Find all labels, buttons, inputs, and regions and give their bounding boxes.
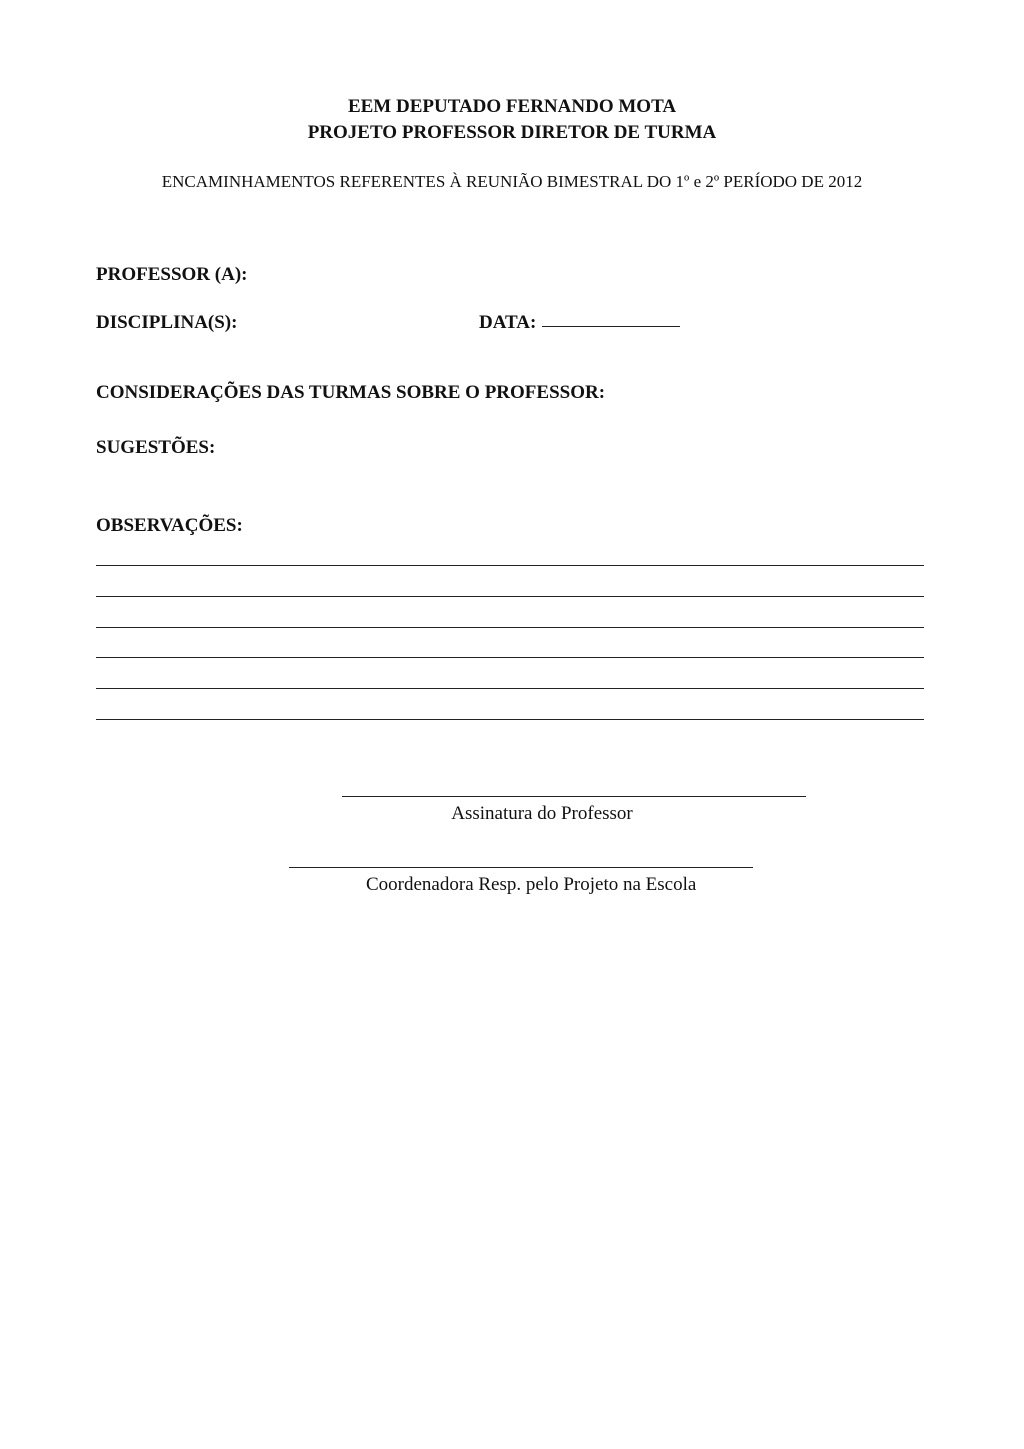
professor-field[interactable] bbox=[270, 263, 690, 287]
observation-line[interactable] bbox=[96, 657, 924, 658]
disciplina-label: DISCIPLINA(S): bbox=[96, 312, 238, 333]
project-title: PROJETO PROFESSOR DIRETOR DE TURMA bbox=[307, 122, 717, 143]
observation-line[interactable] bbox=[96, 627, 924, 628]
disciplina-field[interactable] bbox=[260, 311, 460, 335]
date-label: DATA: bbox=[479, 312, 537, 333]
sugestoes-label: SUGESTÕES: bbox=[96, 437, 216, 458]
observation-line[interactable] bbox=[96, 596, 924, 597]
school-name: EEM DEPUTADO FERNANDO MOTA bbox=[347, 96, 677, 117]
date-row bbox=[479, 311, 680, 335]
observation-line[interactable] bbox=[96, 565, 924, 566]
coordinator-signature-caption: Coordenadora Resp. pelo Projeto na Escola bbox=[366, 874, 697, 895]
observacoes-label: OBSERVAÇÕES: bbox=[96, 515, 243, 536]
observation-line[interactable] bbox=[96, 688, 924, 689]
professor-label: PROFESSOR (A): bbox=[96, 264, 248, 285]
professor-signature-line[interactable] bbox=[342, 796, 806, 797]
coordinator-signature-line[interactable] bbox=[289, 867, 753, 868]
consideracoes-label: CONSIDERAÇÕES DAS TURMAS SOBRE O PROFESSOR: bbox=[96, 382, 606, 403]
document-subtitle: ENCAMINHAMENTOS REFERENTES À REUNIÃO BIMESTRAL DO 1º e 2º PERÍODO DE 2012 bbox=[161, 172, 863, 191]
observation-line[interactable] bbox=[96, 719, 924, 720]
date-field[interactable] bbox=[542, 326, 680, 327]
professor-signature-caption: Assinatura do Professor bbox=[451, 803, 633, 824]
